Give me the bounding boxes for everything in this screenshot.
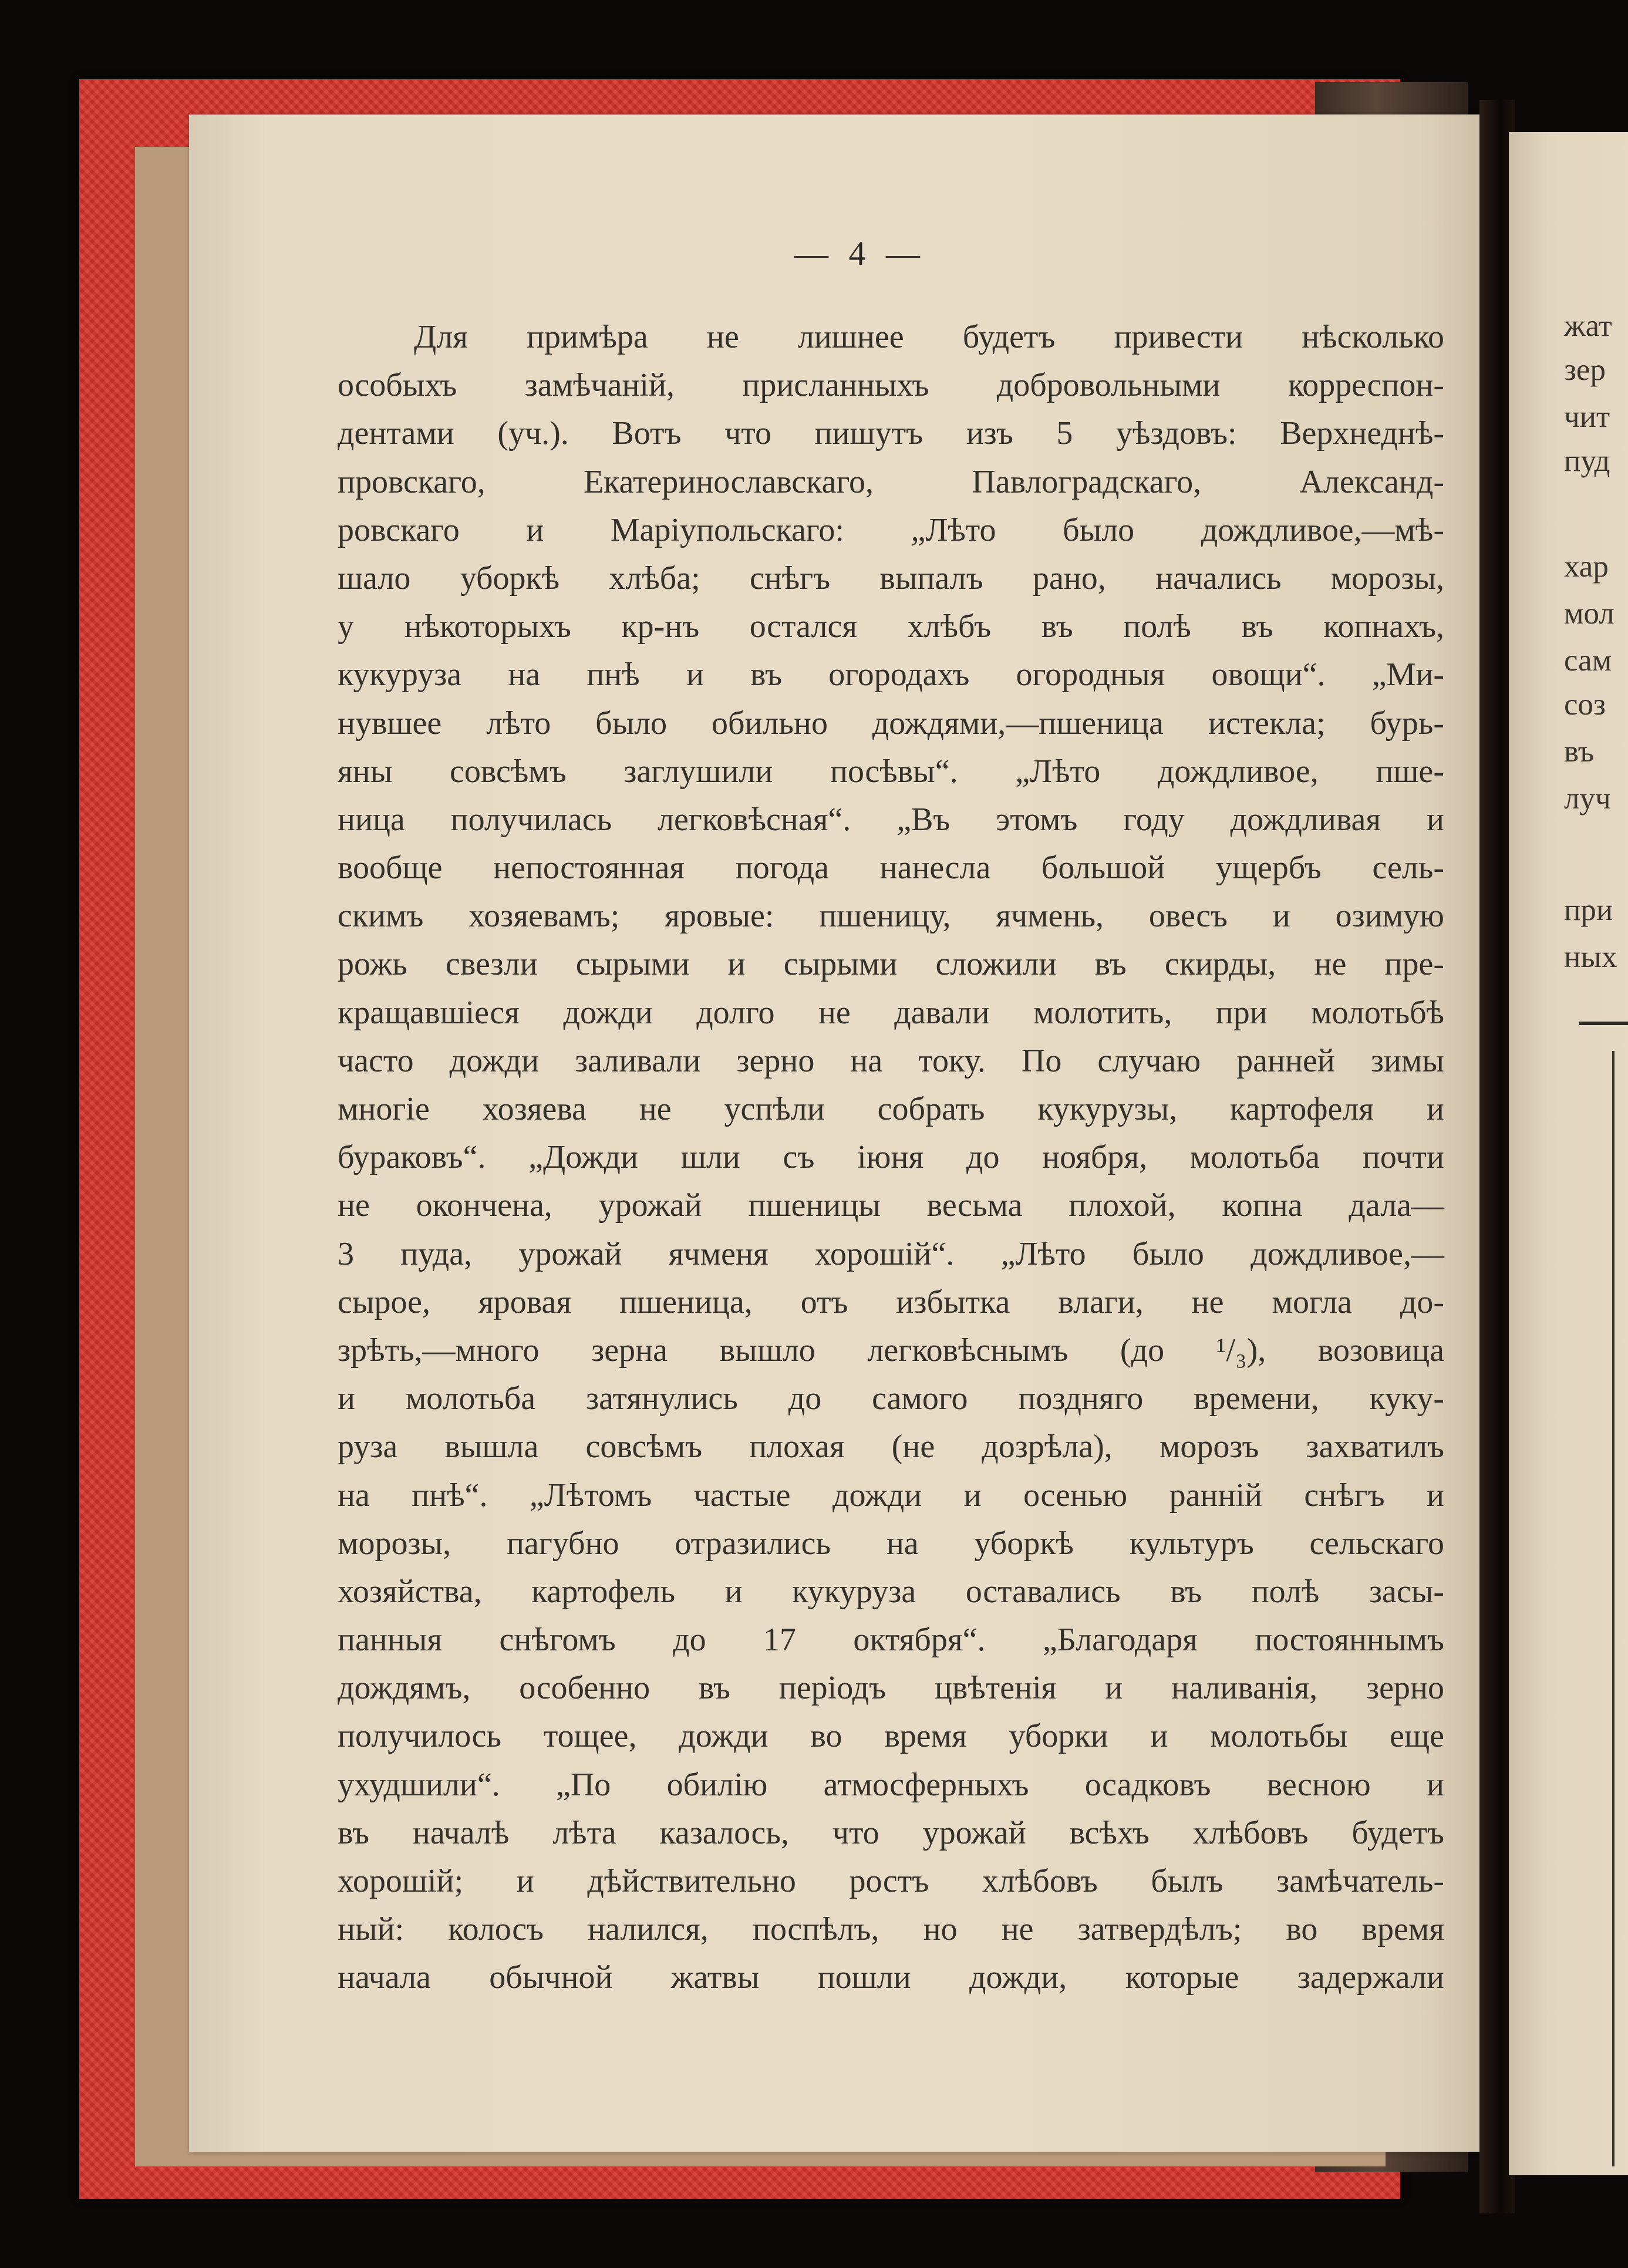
- text-line: морозы, пагубно отразились на уборкѣ культуръ сельскаго: [338, 1525, 1444, 1562]
- facing-page-fragment: жат: [1564, 309, 1612, 343]
- text-line: скимъ хозяевамъ; яровые: пшеницу, ячмень, овесъ и озимую: [338, 898, 1444, 935]
- text-line: панныя снѣгомъ до 17 октября“. „Благодаря постояннымъ: [338, 1622, 1444, 1659]
- facing-page-fragment: зер: [1564, 353, 1606, 387]
- text-line: хорошій; и дѣйствительно ростъ хлѣбовъ былъ замѣчатель-: [338, 1863, 1444, 1899]
- facing-page-fragment: ных: [1564, 940, 1617, 974]
- facing-page: [1509, 132, 1628, 2175]
- text-line: рожь свезли сырыми и сырыми сложили въ скирды, не пре-: [338, 946, 1444, 983]
- facing-page-fragment: хар: [1564, 550, 1609, 584]
- text-line: дождямъ, особенно въ періодъ цвѣтенія и наливанія, зерно: [338, 1670, 1444, 1707]
- facing-page-fragment: луч: [1564, 781, 1611, 815]
- text-line: ухудшили“. „По обилію атмосферныхъ осадковъ весною и: [338, 1766, 1444, 1803]
- facing-page-fragment: сам: [1564, 643, 1612, 678]
- facing-page-rule: [1579, 1022, 1628, 1025]
- text-line: многіе хозяева не успѣли собрать кукурузы, картофеля и: [338, 1091, 1444, 1127]
- facing-page-table-border: [1612, 1051, 1614, 2166]
- text-line: ровскаго и Маріупольскаго: „Лѣто было дождливое,—мѣ-: [338, 511, 1444, 548]
- facing-page-fragment: чит: [1564, 400, 1610, 434]
- text-line: особыхъ замѣчаній, присланныхъ добровольными корреспон-: [338, 367, 1444, 404]
- text-line: зрѣть,—много зерна вышло легковѣснымъ (до ¹/₃), возовица: [338, 1332, 1444, 1369]
- text-line: руза вышла совсѣмъ плохая (не дозрѣла), морозъ захватилъ: [338, 1428, 1444, 1465]
- text-line: Для примѣра не лишнее будетъ привести нѣсколько: [414, 319, 1444, 355]
- text-line: кращавшіеся дожди долго не давали молотить, при молотьбѣ: [338, 994, 1444, 1031]
- text-line: не окончена, урожай пшеницы весьма плохой, копна дала—: [338, 1187, 1444, 1224]
- text-line: ница получилась легковѣсная“. „Въ этомъ году дождливая и: [338, 801, 1444, 838]
- text-line: хозяйства, картофель и кукуруза оставались въ полѣ засы-: [338, 1573, 1444, 1610]
- text-line: яны совсѣмъ заглушили посѣвы“. „Лѣто дождливое, пше-: [338, 753, 1444, 790]
- facing-page-fragment: при: [1564, 893, 1613, 927]
- page-number: — 4 —: [794, 234, 926, 272]
- text-line: вообще непостоянная погода нанесла большой ущербъ сель-: [338, 850, 1444, 887]
- text-line: и молотьба затянулись до самого поздняго времени, куку-: [338, 1380, 1444, 1417]
- facing-page-fragment: мол: [1564, 597, 1614, 631]
- text-line: 3 пуда, урожай ячменя хорошій“. „Лѣто было дождливое,—: [338, 1235, 1444, 1272]
- text-line: ный: колосъ налился, поспѣлъ, но не затвердѣлъ; во время: [338, 1911, 1444, 1948]
- text-line: провскаго, Екатеринославскаго, Павлоградскаго, Александ-: [338, 463, 1444, 500]
- facing-page-fragment: пуд: [1564, 444, 1610, 478]
- facing-page-fragment: въ: [1564, 734, 1595, 769]
- text-line: шало уборкѣ хлѣба; снѣгъ выпалъ рано, начались морозы,: [338, 560, 1444, 597]
- text-line: начала обычной жатвы пошли дожди, которые задержали: [338, 1959, 1444, 1996]
- body-text: [338, 313, 1444, 2002]
- text-line: на пнѣ“. „Лѣтомъ частые дожди и осенью ранній снѣгъ и: [338, 1477, 1444, 1514]
- text-line: получилось тощее, дожди во время уборки и молотьбы еще: [338, 1718, 1444, 1755]
- text-line: часто дожди заливали зерно на току. По случаю ранней зимы: [338, 1042, 1444, 1079]
- text-line: дентами (уч.). Вотъ что пишутъ изъ 5 уѣздовъ: Верхнеднѣ-: [338, 415, 1444, 452]
- facing-page-fragment: соз: [1564, 688, 1606, 722]
- text-line: нувшее лѣто было обильно дождями,—пшеница истекла; бурь-: [338, 705, 1444, 742]
- text-line: бураковъ“. „Дожди шли съ іюня до ноября, молотьба почти: [338, 1139, 1444, 1176]
- text-line: въ началѣ лѣта казалось, что урожай всѣхъ хлѣбовъ будетъ: [338, 1814, 1444, 1851]
- text-line: кукуруза на пнѣ и въ огородахъ огородныя овощи“. „Ми-: [338, 656, 1444, 693]
- text-line: сырое, яровая пшеница, отъ избытка влаги, не могла до-: [338, 1283, 1444, 1320]
- text-line: у нѣкоторыхъ кр-нъ остался хлѣбъ въ полѣ въ копнахъ,: [338, 608, 1444, 645]
